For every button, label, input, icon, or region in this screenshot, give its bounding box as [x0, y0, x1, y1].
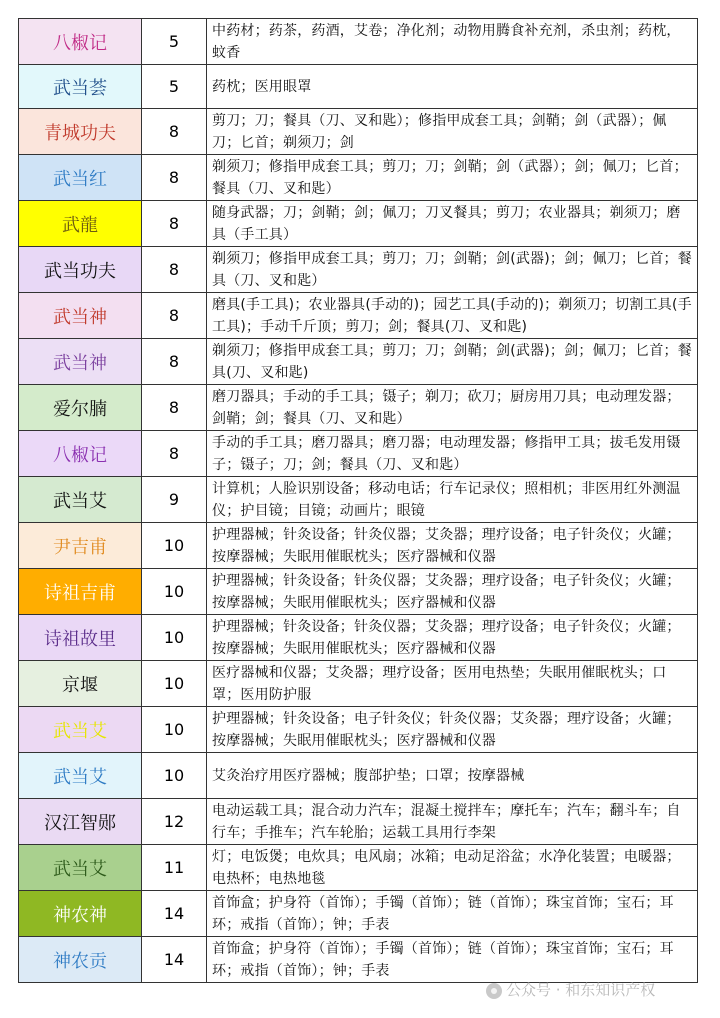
goods-list-cell: 首饰盒；护身符（首饰）；手镯（首饰）；链（首饰）；珠宝首饰；宝石；耳环；戒指（首饰）；钟；手表 — [207, 937, 698, 983]
goods-list-cell: 计算机；人脸识别设备；移动电话；行车记录仪；照相机；非医用红外测温仪；护目镜；目镜；动画片；眼镜 — [207, 477, 698, 523]
trademark-name-cell: 武当艾 — [19, 845, 142, 891]
trademark-name-cell: 武当荟 — [19, 65, 142, 109]
table-row — [19, 569, 698, 615]
trademark-name-cell: 神农神 — [19, 891, 142, 937]
goods-list-cell: 剃须刀；修指甲成套工具；剪刀；刀；剑鞘；剑（武器）；剑；佩刀；匕首；餐具（刀、叉和匙） — [207, 155, 698, 201]
table-row — [19, 201, 698, 247]
class-number-cell: 5 — [142, 65, 207, 109]
class-number-cell: 8 — [142, 201, 207, 247]
trademark-name-cell: 武当艾 — [19, 477, 142, 523]
goods-list-cell: 剃须刀；修指甲成套工具；剪刀；刀；剑鞘；剑(武器)；剑；佩刀；匕首；餐具(刀、叉和匙) — [207, 339, 698, 385]
goods-list-cell: 中药材；药茶，药酒，艾卷；净化剂；动物用腾食补充剂，杀虫剂；药枕，蚊香 — [207, 19, 698, 65]
goods-list-cell: 剃须刀；修指甲成套工具；剪刀；刀；剑鞘；剑(武器)；剑；佩刀；匕首；餐具（刀、叉和匙） — [207, 247, 698, 293]
trademark-name-cell: 八椒记 — [19, 431, 142, 477]
trademark-table-body — [19, 19, 698, 983]
class-number-cell: 12 — [142, 799, 207, 845]
trademark-name-cell: 诗祖故里 — [19, 615, 142, 661]
trademark-name-cell: 武当神 — [19, 293, 142, 339]
class-number-cell: 8 — [142, 339, 207, 385]
table-row — [19, 523, 698, 569]
class-number-cell: 8 — [142, 293, 207, 339]
table-row — [19, 661, 698, 707]
table-row — [19, 891, 698, 937]
table-row — [19, 799, 698, 845]
table-row — [19, 615, 698, 661]
goods-list-cell: 灯；电饭煲；电炊具；电风扇；冰箱；电动足浴盆；水净化装置；电暖器；电热杯；电热地毯 — [207, 845, 698, 891]
table-row — [19, 65, 698, 109]
goods-list-cell: 电动运载工具；混合动力汽车；混凝土搅拌车；摩托车；汽车；翻斗车；自行车；手推车；汽车轮胎；运载工具用行李架 — [207, 799, 698, 845]
goods-list-cell: 艾灸治疗用医疗器械；腹部护垫；口罩；按摩器械 — [207, 753, 698, 799]
table-row — [19, 937, 698, 983]
goods-list-cell: 护理器械；针灸设备；针灸仪器；艾灸器；理疗设备；电子针灸仪；火罐；按摩器械；失眠用催眠枕头；医疗器械和仪器 — [207, 569, 698, 615]
goods-list-cell: 磨刀器具；手动的手工具；镊子；剃刀；砍刀；厨房用刀具；电动理发器；剑鞘；剑；餐具（刀、叉和匙） — [207, 385, 698, 431]
goods-list-cell: 药枕；医用眼罩 — [207, 65, 698, 109]
trademark-table — [18, 18, 698, 983]
goods-list-cell: 护理器械；针灸设备；针灸仪器；艾灸器；理疗设备；电子针灸仪；火罐；按摩器械；失眠用催眠枕头；医疗器械和仪器 — [207, 615, 698, 661]
trademark-name-cell: 神农贡 — [19, 937, 142, 983]
trademark-name-cell: 武当神 — [19, 339, 142, 385]
goods-list-cell: 护理器械；针灸设备；针灸仪器；艾灸器；理疗设备；电子针灸仪；火罐；按摩器械；失眠用催眠枕头；医疗器械和仪器 — [207, 523, 698, 569]
trademark-name-cell: 武当艾 — [19, 707, 142, 753]
class-number-cell: 8 — [142, 385, 207, 431]
trademark-name-cell: 武龍 — [19, 201, 142, 247]
table-row — [19, 477, 698, 523]
watermark-text: 公众号 · 和东知识产权 — [506, 981, 656, 999]
table-row — [19, 385, 698, 431]
trademark-name-cell: 爱尔腩 — [19, 385, 142, 431]
class-number-cell: 8 — [142, 247, 207, 293]
wechat-icon — [486, 983, 502, 999]
table-row — [19, 247, 698, 293]
class-number-cell: 10 — [142, 661, 207, 707]
class-number-cell: 14 — [142, 891, 207, 937]
table-row — [19, 339, 698, 385]
class-number-cell: 10 — [142, 569, 207, 615]
table-row — [19, 109, 698, 155]
goods-list-cell: 护理器械；针灸设备；电子针灸仪；针灸仪器；艾灸器；理疗设备；火罐；按摩器械；失眠用催眠枕头；医疗器械和仪器 — [207, 707, 698, 753]
table-row — [19, 19, 698, 65]
trademark-name-cell: 汉江智郧 — [19, 799, 142, 845]
class-number-cell: 10 — [142, 523, 207, 569]
class-number-cell: 14 — [142, 937, 207, 983]
table-row — [19, 431, 698, 477]
trademark-name-cell: 武当功夫 — [19, 247, 142, 293]
trademark-name-cell: 尹吉甫 — [19, 523, 142, 569]
goods-list-cell: 医疗器械和仪器；艾灸器；理疗设备；医用电热垫；失眠用催眠枕头；口罩；医用防护服 — [207, 661, 698, 707]
table-row — [19, 753, 698, 799]
class-number-cell: 10 — [142, 615, 207, 661]
class-number-cell: 10 — [142, 707, 207, 753]
class-number-cell: 5 — [142, 19, 207, 65]
goods-list-cell: 首饰盒；护身符（首饰）；手镯（首饰）；链（首饰）；珠宝首饰；宝石；耳环；戒指（首饰）；钟；手表 — [207, 891, 698, 937]
goods-list-cell: 磨具(手工具)；农业器具(手动的)；园艺工具(手动的)；剃须刀；切割工具(手工具)；手动千斤顶；剪刀；剑；餐具(刀、叉和匙) — [207, 293, 698, 339]
watermark — [486, 979, 655, 1000]
table-row — [19, 707, 698, 753]
trademark-name-cell: 武当艾 — [19, 753, 142, 799]
trademark-name-cell: 京堰 — [19, 661, 142, 707]
class-number-cell: 8 — [142, 155, 207, 201]
goods-list-cell: 手动的手工具；磨刀器具；磨刀器；电动理发器；修指甲工具；拔毛发用镊子；镊子；刀；剑；餐具（刀、叉和匙） — [207, 431, 698, 477]
goods-list-cell: 随身武器；刀；剑鞘；剑；佩刀；刀叉餐具；剪刀；农业器具；剃须刀；磨具（手工具） — [207, 201, 698, 247]
trademark-name-cell: 诗祖吉甫 — [19, 569, 142, 615]
class-number-cell: 9 — [142, 477, 207, 523]
class-number-cell: 11 — [142, 845, 207, 891]
trademark-name-cell: 青城功夫 — [19, 109, 142, 155]
table-row — [19, 155, 698, 201]
table-row — [19, 845, 698, 891]
class-number-cell: 8 — [142, 431, 207, 477]
table-row — [19, 293, 698, 339]
trademark-name-cell: 八椒记 — [19, 19, 142, 65]
class-number-cell: 8 — [142, 109, 207, 155]
trademark-name-cell: 武当红 — [19, 155, 142, 201]
class-number-cell: 10 — [142, 753, 207, 799]
goods-list-cell: 剪刀；刀；餐具（刀、叉和匙）；修指甲成套工具；剑鞘；剑（武器）；佩刀；匕首；剃须刀；剑 — [207, 109, 698, 155]
